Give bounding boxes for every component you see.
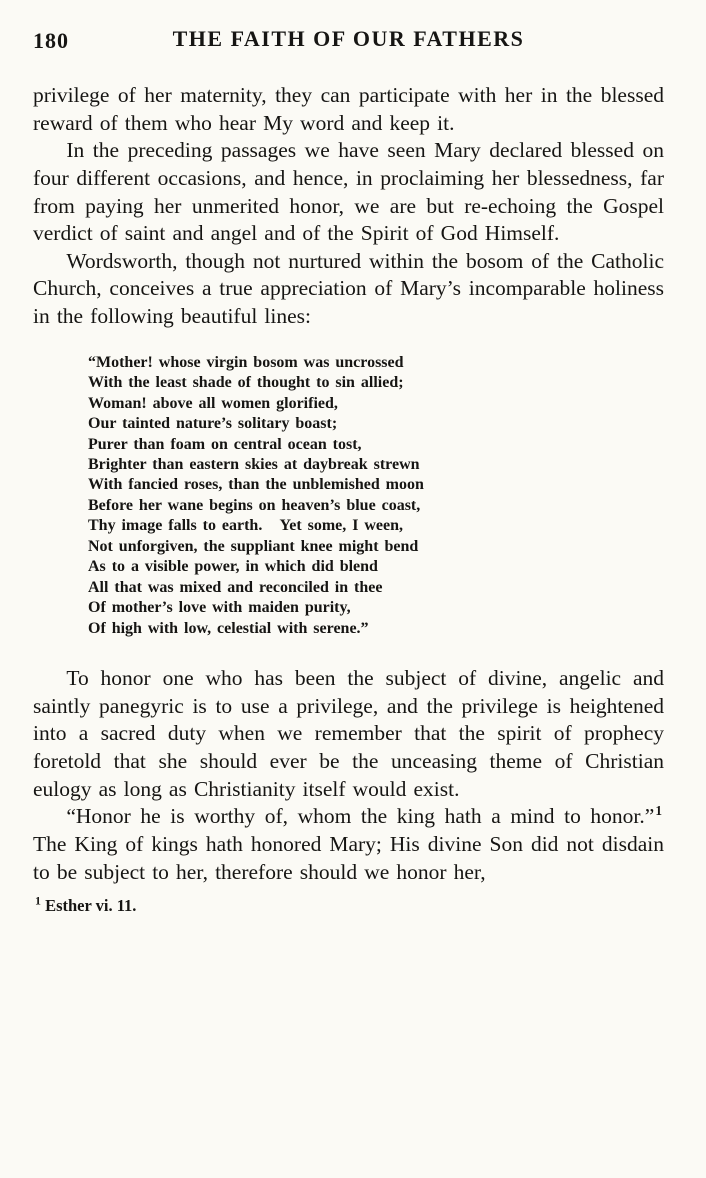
- poem-line: “Mother! whose virgin bosom was uncrossed: [88, 353, 404, 371]
- poem-line: With fancied roses, than the unblemished moon: [88, 476, 424, 494]
- poem-block: [88, 353, 664, 640]
- poem-line: As to a visible power, in which did blend: [88, 558, 378, 576]
- page-header: [33, 26, 664, 58]
- footnote-marker: 1: [655, 803, 662, 819]
- poem-line: Woman! above all women glorified,: [88, 394, 338, 412]
- poem-line: All that was mixed and reconciled in thee: [88, 578, 383, 596]
- poem-line: Not unforgiven, the suppliant knee might bend: [88, 537, 419, 555]
- poem-line: Purer than foam on central ocean tost,: [88, 435, 362, 453]
- poem-line: Thy image falls to earth. Yet some, I ween,: [88, 517, 404, 535]
- paragraph: In the preceding passages we have seen Mary declared blessed on four different occasions, and hence, in proclaiming her blessedness, far from paying her unmerited honor, we are but re-echoing the Gospel verdict of saint and angel and of the Spirit of God Himself.: [33, 138, 664, 246]
- poem-line: Before her wane begins on heaven’s blue coast,: [88, 496, 421, 514]
- paragraph-continuation: privilege of her maternity, they can participate with her in the blessed reward of them who hear My word and keep it.: [33, 83, 664, 135]
- page-number: 180: [33, 28, 69, 53]
- footnote-text: Esther vi. 11.: [40, 896, 137, 916]
- paragraph-text: The King of kings hath honored Mary; His divine Son did not disdain to be subject to her, therefore should we honor her,: [33, 831, 664, 884]
- poem-line: Of mother’s love with maiden purity,: [88, 599, 351, 617]
- poem-line: Our tainted nature’s solitary boast;: [88, 415, 338, 433]
- poem-line: Brighter than eastern skies at daybreak strewn: [88, 455, 420, 473]
- footnote: [35, 893, 664, 916]
- running-title: THE FAITH OF OUR FATHERS: [172, 26, 525, 51]
- paragraph-with-footnote: [33, 803, 664, 886]
- page-body: [33, 82, 664, 916]
- paragraph: To honor one who has been the subject of divine, angelic and saintly panegyric is to use a privilege, and the privilege is heightened into a sacred duty when we remember that the spirit of prophecy foretold that she should ever be the unceasing theme of Christian eulogy as long as Christianity itself would exist.: [33, 666, 664, 801]
- footnote-number: 1: [35, 893, 41, 908]
- poem-line: With the least shade of thought to sin allied;: [88, 374, 404, 392]
- paragraph: Wordsworth, though not nurtured within the bosom of the Catholic Church, conceives a true appreciation of Mary’s incomparable holiness in the following beautiful lines:: [33, 248, 664, 328]
- quoted-scripture-text: “Honor he is worthy of, whom the king hath a mind to honor.”: [66, 804, 655, 829]
- poem-line: Of high with low, celestial with serene.”: [88, 619, 369, 637]
